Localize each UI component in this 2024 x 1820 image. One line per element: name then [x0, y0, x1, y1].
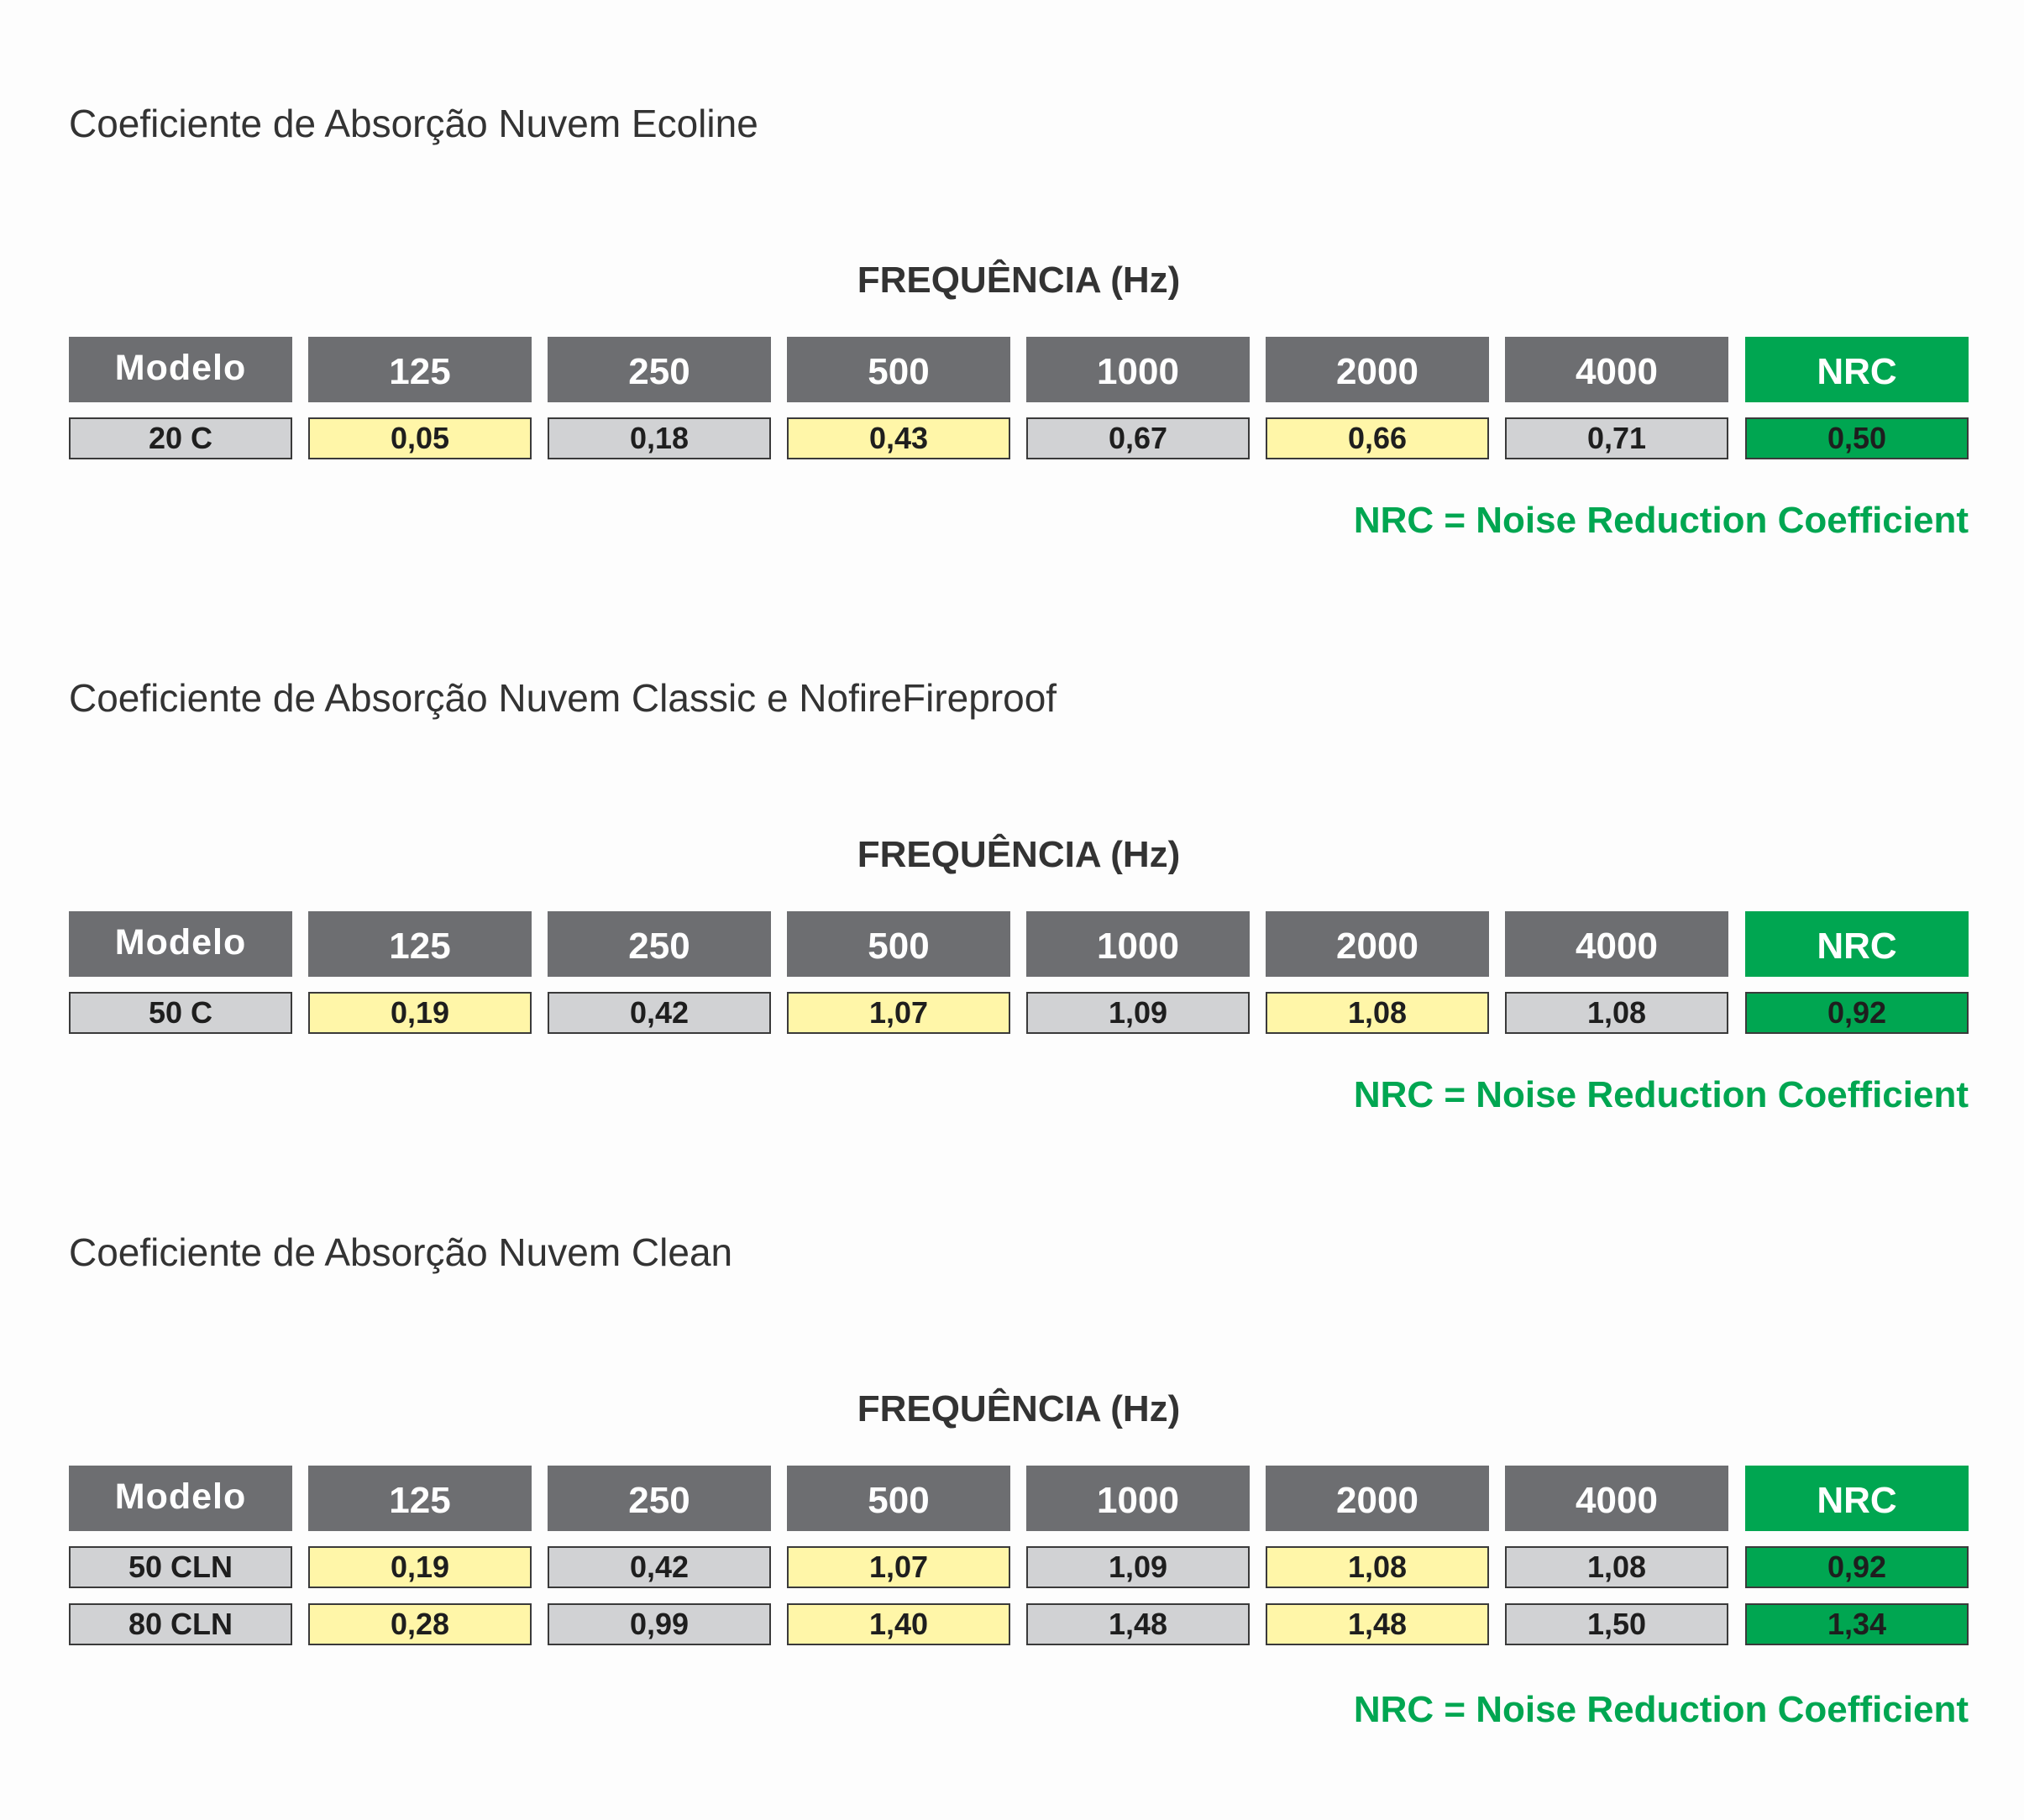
cell-2000: 1,08	[1266, 1546, 1489, 1588]
cell-1000: 1,09	[1026, 1546, 1250, 1588]
header-cell-1000: 1000	[1026, 1466, 1250, 1531]
cell-250: 0,99	[548, 1603, 771, 1645]
cell-model: 20 C	[69, 417, 292, 459]
cell-125: 0,19	[308, 1546, 532, 1588]
header-cell-1000: 1000	[1026, 337, 1250, 402]
header-cell-2000: 2000	[1266, 1466, 1489, 1531]
cell-125: 0,28	[308, 1603, 532, 1645]
header-cell-500: 500	[787, 1466, 1010, 1531]
cell-250: 0,18	[548, 417, 771, 459]
header-cell-nrc: NRC	[1745, 1466, 1969, 1531]
cell-125: 0,19	[308, 992, 532, 1034]
header-cell-2000: 2000	[1266, 911, 1489, 977]
header-cell-4000: 4000	[1505, 911, 1728, 977]
cell-model: 50 C	[69, 992, 292, 1034]
cell-model: 50 CLN	[69, 1546, 292, 1588]
section-title: Coeficiente de Absorção Nuvem Ecoline	[69, 102, 758, 145]
cell-4000: 1,08	[1505, 992, 1728, 1034]
cell-4000: 1,50	[1505, 1603, 1728, 1645]
cell-2000: 0,66	[1266, 417, 1489, 459]
frequency-label: FREQUÊNCIA (Hz)	[857, 834, 1181, 875]
header-cell-1000: 1000	[1026, 911, 1250, 977]
header-cell-2000: 2000	[1266, 337, 1489, 402]
cell-nrc: 1,34	[1745, 1603, 1969, 1645]
cell-125: 0,05	[308, 417, 532, 459]
cell-model: 80 CLN	[69, 1603, 292, 1645]
cell-500: 1,40	[787, 1603, 1010, 1645]
cell-nrc: 0,92	[1745, 992, 1969, 1034]
header-cell-500: 500	[787, 911, 1010, 977]
cell-2000: 1,48	[1266, 1603, 1489, 1645]
cell-500: 1,07	[787, 1546, 1010, 1588]
nrc-note: NRC = Noise Reduction Coefficient	[1353, 1689, 1969, 1730]
frequency-label: FREQUÊNCIA (Hz)	[857, 1388, 1181, 1429]
cell-4000: 1,08	[1505, 1546, 1728, 1588]
header-cell-4000: 4000	[1505, 337, 1728, 402]
nrc-note: NRC = Noise Reduction Coefficient	[1353, 1074, 1969, 1115]
cell-nrc: 0,50	[1745, 417, 1969, 459]
header-cell-nrc: NRC	[1745, 337, 1969, 402]
cell-1000: 1,09	[1026, 992, 1250, 1034]
cell-1000: 0,67	[1026, 417, 1250, 459]
cell-500: 1,07	[787, 992, 1010, 1034]
header-cell-125: 125	[308, 911, 532, 977]
header-cell-125: 125	[308, 1466, 532, 1531]
nrc-note: NRC = Noise Reduction Coefficient	[1353, 500, 1969, 541]
header-cell-model: Modelo	[69, 1466, 292, 1531]
header-cell-model: Modelo	[69, 337, 292, 402]
header-cell-250: 250	[548, 337, 771, 402]
cell-500: 0,43	[787, 417, 1010, 459]
header-cell-model: Modelo	[69, 911, 292, 977]
header-cell-250: 250	[548, 911, 771, 977]
cell-nrc: 0,92	[1745, 1546, 1969, 1588]
header-cell-nrc: NRC	[1745, 911, 1969, 977]
section-title: Coeficiente de Absorção Nuvem Clean	[69, 1230, 733, 1274]
cell-250: 0,42	[548, 1546, 771, 1588]
cell-1000: 1,48	[1026, 1603, 1250, 1645]
header-cell-500: 500	[787, 337, 1010, 402]
frequency-label: FREQUÊNCIA (Hz)	[857, 260, 1181, 301]
section-title: Coeficiente de Absorção Nuvem Classic e NofireFireproof	[69, 676, 1057, 720]
header-cell-125: 125	[308, 337, 532, 402]
cell-4000: 0,71	[1505, 417, 1728, 459]
cell-2000: 1,08	[1266, 992, 1489, 1034]
cell-250: 0,42	[548, 992, 771, 1034]
header-cell-4000: 4000	[1505, 1466, 1728, 1531]
header-cell-250: 250	[548, 1466, 771, 1531]
